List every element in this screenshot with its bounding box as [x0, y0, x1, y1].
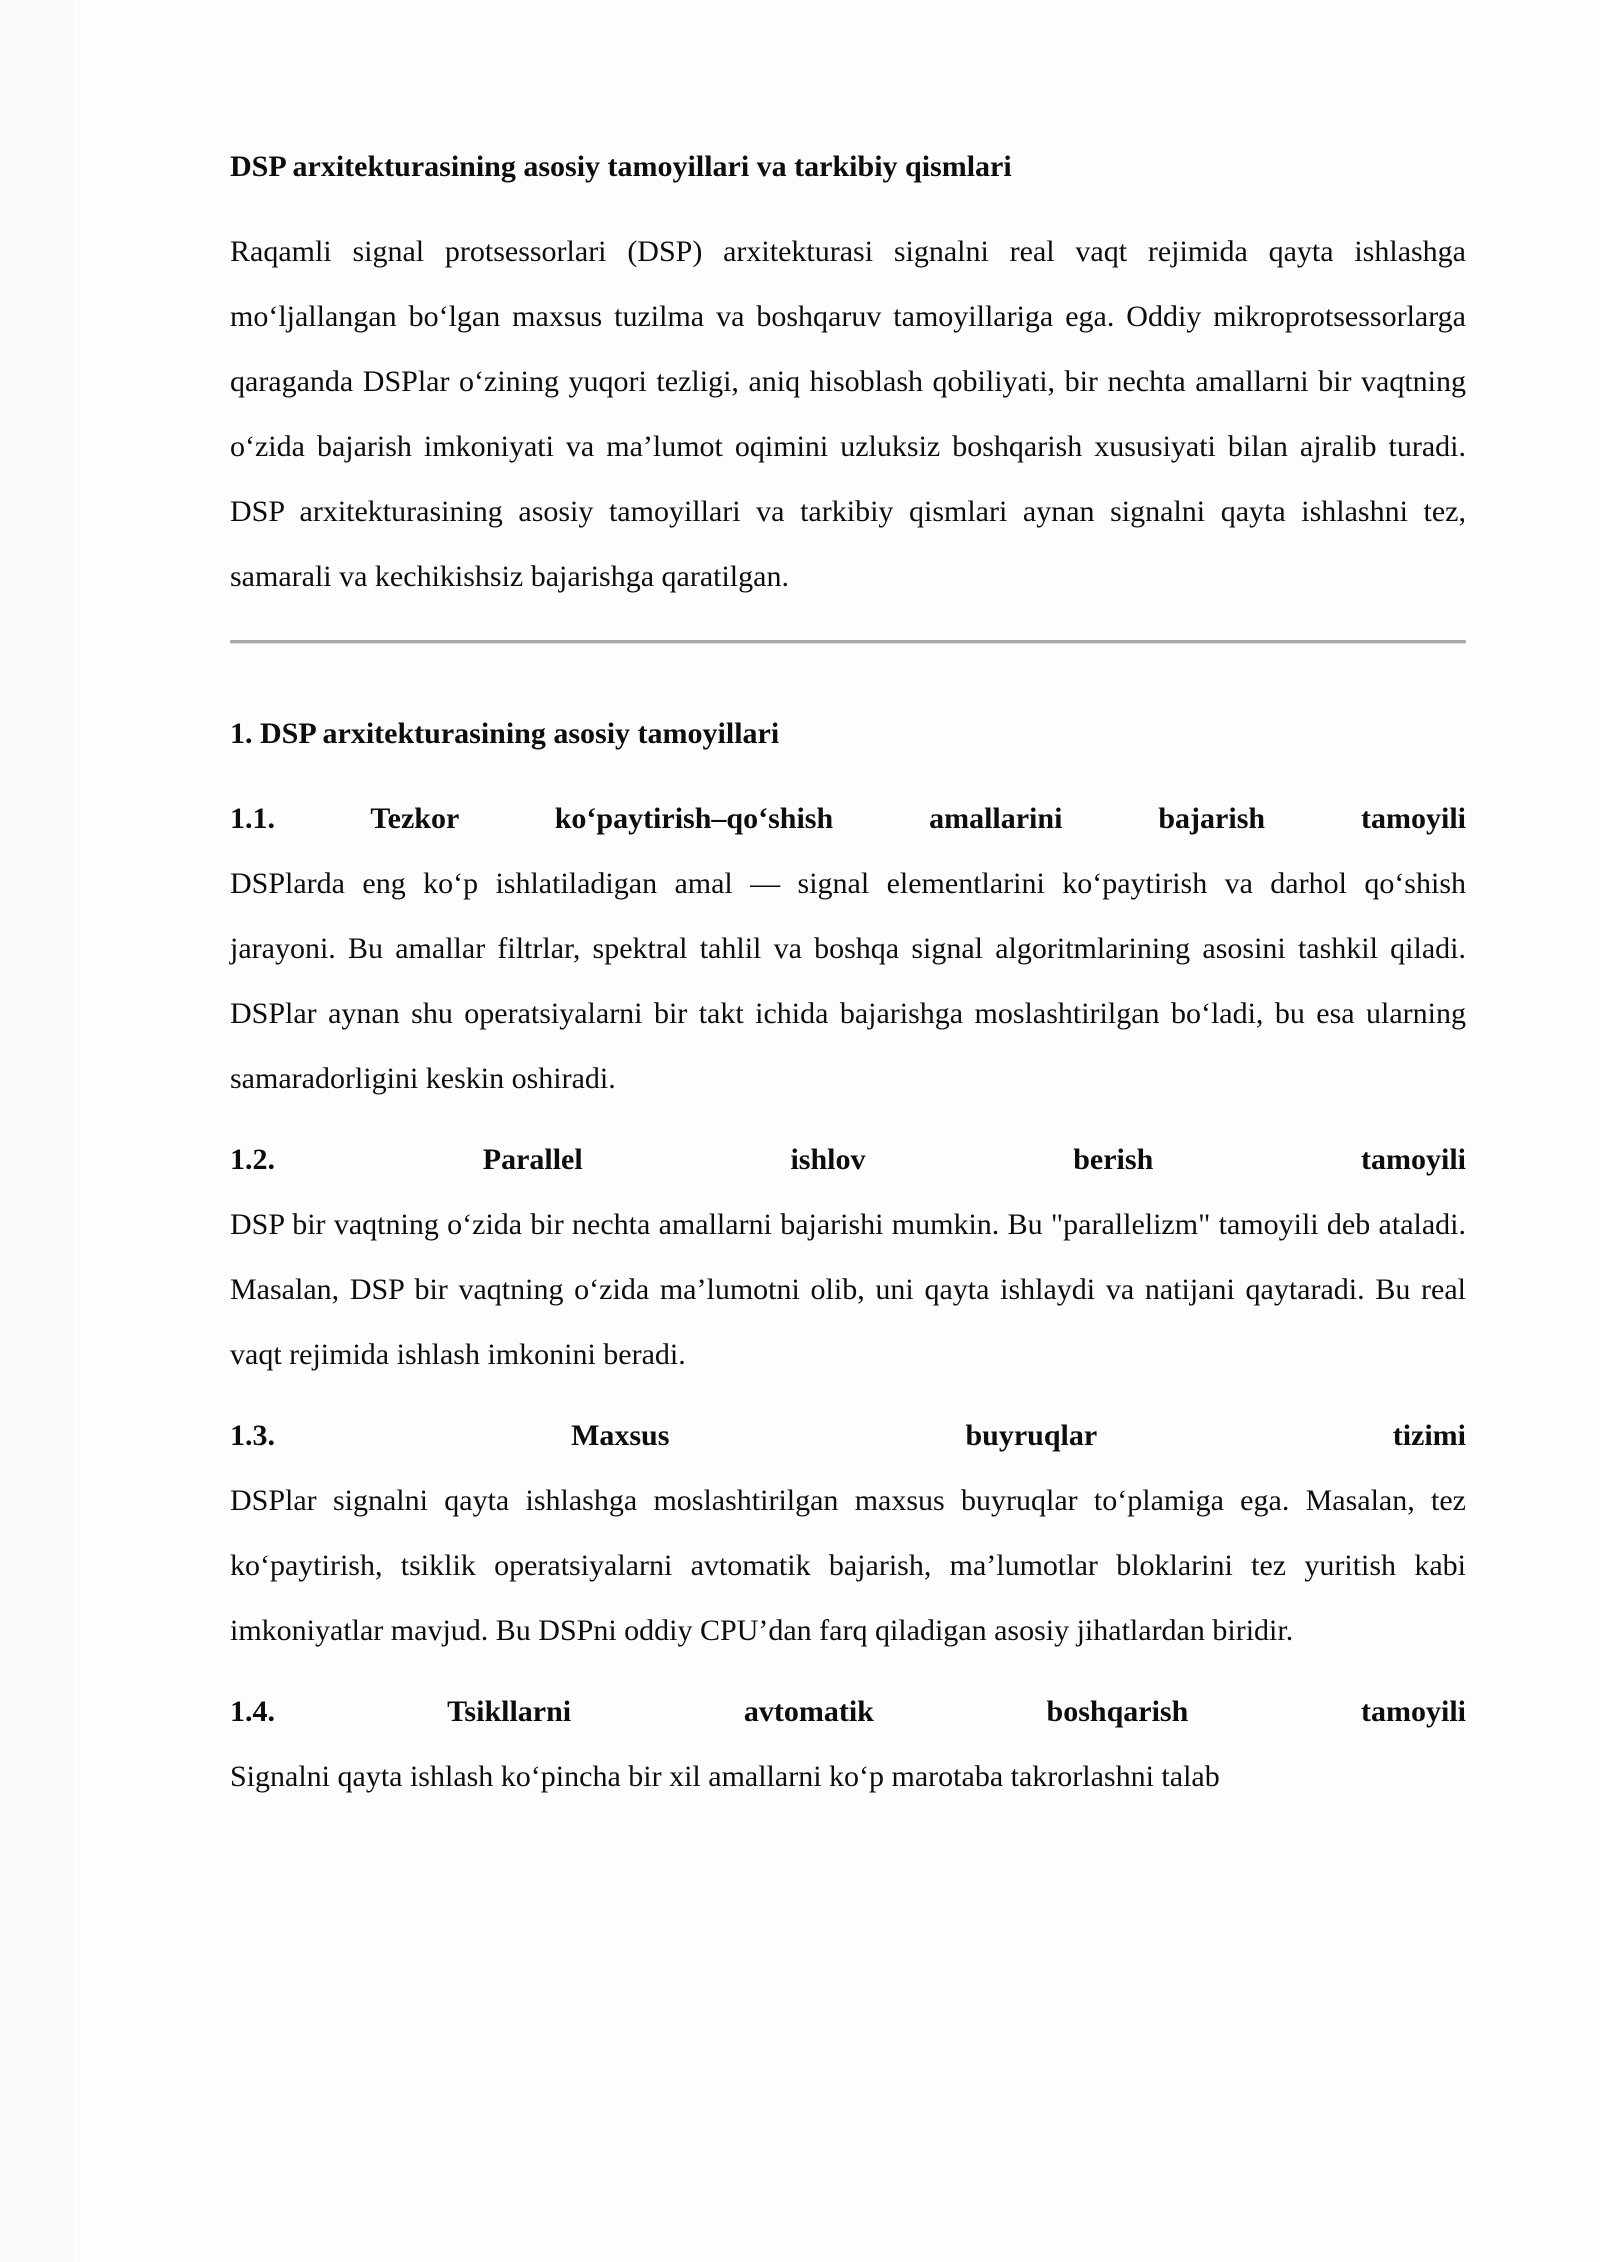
section-1-1-heading: 1.1. Tezkor ko‘paytirish–qo‘shish amallarini bajarish tamoyili [230, 802, 1466, 835]
section-1-1 [230, 786, 1466, 1111]
section-1-4-body: Signalni qayta ishlash ko‘pincha bir xil amallarni ko‘p marotaba takrorlashni talab [230, 1760, 1220, 1793]
section-1-2-body: DSP bir vaqtning o‘zida bir nechta amallarni bajarishi mumkin. Bu "parallelizm" tamoyili deb ataladi. Masalan, DSP bir vaqtning o‘zida ma’lumotni olib, uni qayta ishlaydi va natijani qaytaradi. Bu real vaqt rejimida ishlash imkonini beradi. [230, 1208, 1466, 1371]
intro-paragraph: Raqamli signal protsessorlari (DSP) arxitekturasi signalni real vaqt rejimida qayta ishlashga mo‘ljallangan bo‘lgan maxsus tuzilma va boshqaruv tamoyillariga ega. Oddiy mikroprotsessorlarga qaraganda DSPlar o‘zining yuqori tezligi, aniq hisoblash qobiliyati, bir nechta amallarni bir vaqtning o‘zida bajarish imkoniyati va ma’lumot oqimini uzluksiz boshqarish xususiyati bilan ajralib turadi. DSP arxitekturasining asosiy tamoyillari va tarkibiy qismlari aynan signalni qayta ishlashni tez, samarali va kechikishsiz bajarishga qaratilgan. [230, 235, 1466, 593]
section-1-3-body: DSPlar signalni qayta ishlashga moslashtirilgan maxsus buyruqlar to‘plamiga ega. Masalan, tez ko‘paytirish, tsiklik operatsiyalarni avtomatik bajarish, ma’lumotlar bloklarini tez yuritish kabi imkoniyatlar mavjud. Bu DSPni oddiy CPU’dan farq qiladigan asosiy jihatlardan biridir. [230, 1484, 1466, 1647]
section-1-3 [230, 1403, 1466, 1663]
section-1-1-body: DSPlarda eng ko‘p ishlatiladigan amal — signal elementlarini ko‘paytirish va darhol qo‘shish jarayoni. Bu amallar filtrlar, spektral tahlil va boshqa signal algoritmlarining asosini tashkil qiladi. DSPlar aynan shu operatsiyalarni bir takt ichida bajarishga moslashtirilgan bo‘ladi, bu esa ularning samaradorligini keskin oshiradi. [230, 867, 1466, 1095]
section-1-2-heading: 1.2. Parallel ishlov berish tamoyili [230, 1143, 1466, 1176]
section-1-3-heading: 1.3. Maxsus buyruqlar tizimi [230, 1419, 1466, 1452]
document-content [230, 134, 1466, 1809]
section-1-2 [230, 1127, 1466, 1387]
section-1-heading: 1. DSP arxitekturasining asosiy tamoyillari [230, 717, 780, 750]
section-1-4-heading: 1.4. Tsikllarni avtomatik boshqarish tamoyili [230, 1695, 1466, 1728]
page-left-edge-shade [0, 0, 73, 2262]
section-1-4 [230, 1679, 1466, 1809]
horizontal-rule [230, 640, 1466, 643]
document-title: DSP arxitekturasining asosiy tamoyillari va tarkibiy qismlari [230, 150, 1012, 183]
